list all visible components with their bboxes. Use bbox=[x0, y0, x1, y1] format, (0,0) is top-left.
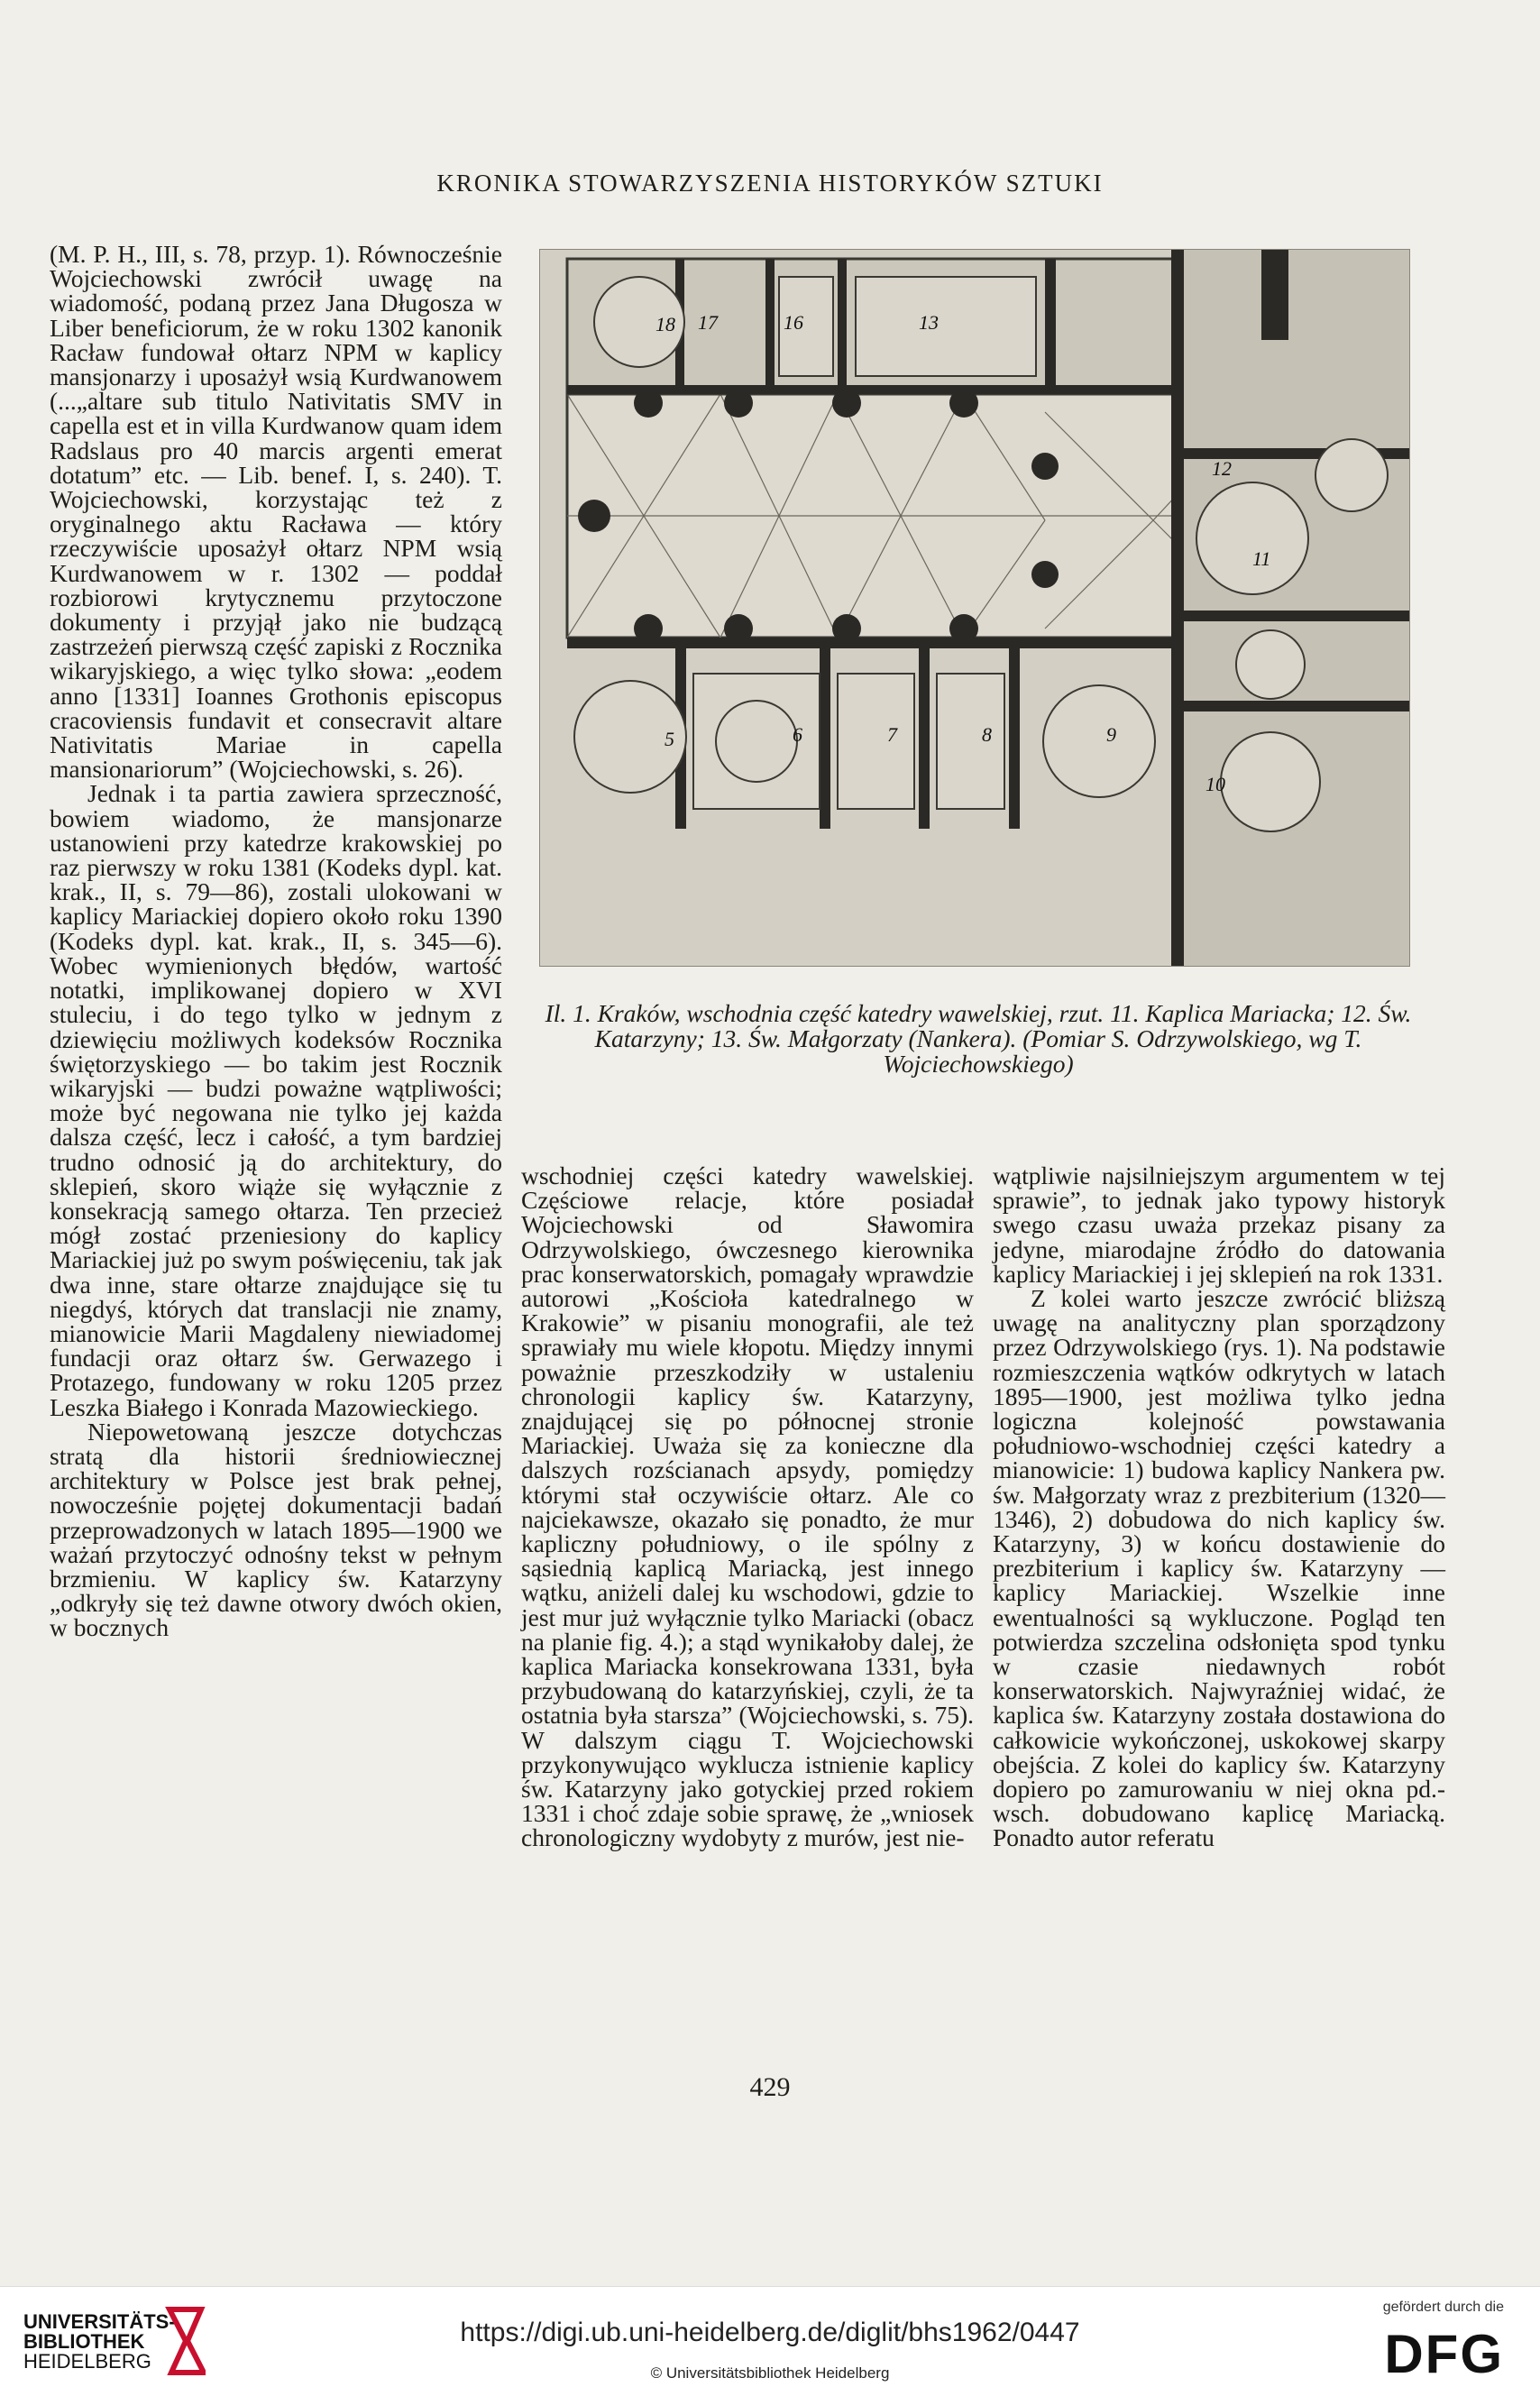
text-column-left bbox=[50, 242, 502, 1640]
room-label: 17 bbox=[698, 311, 718, 334]
permalink[interactable]: https://digi.ub.uni-heidelberg.de/diglit/bhs1962/0447 bbox=[460, 2318, 1080, 2347]
room-label: 11 bbox=[1252, 547, 1271, 570]
room-label: 13 bbox=[919, 311, 939, 334]
funding-note: gefördert durch die bbox=[1382, 2300, 1504, 2315]
dfg-logo[interactable]: DFG bbox=[1384, 2324, 1504, 2384]
library-city: HEIDELBERG bbox=[23, 2350, 151, 2373]
paragraph: (M. P. H., III, s. 78, przyp. 1). Równocześnie Wojciechowski zwrócił uwagę na wiadomość, podaną przez Jana Długosza w Liber beneficiorum, że w roku 1302 kanonik Racław fundował ołtarz NPM w kaplicy mansjonarzy i uposażył wsią Kurdwanowem (...„altare sub titulo Nativitatis SMV in capella est et in villa Kurdwanow quam idem Radslaus pro 40 marcis argenti emerat dotatum” etc. — Lib. benef. I, s. 240). T. Wojciechowski, korzystając też z oryginalnego aktu Racława — który rzeczywiście uposażył ołtarz NPM wsią Kurdwanowem w r. 1302 — poddał rozbiorowi krytycznemu przytoczone dokumenty i przyjął jako nie budzącą zastrzeżeń pierwszą część zapiski z Rocznika wikaryjskiego, a więc tylko słowa: „eodem anno [1331] Ioannes Grothonis episcopus cracoviensis fundavit et consecravit altare Nativitatis Mariae in capella mansionariorum” (Wojciechowski, s. 26). bbox=[50, 240, 502, 784]
room-label: 12 bbox=[1212, 457, 1232, 480]
paragraph: Niepowetowaną jeszcze dotychczas stratą dla historii średniowiecznej architektury w Polsce jest brak pełnej, nowocześnie pojętej dokumentacji badań przeprowadzonych w latach 1895—1900 we ważań przytoczyć odnośny tekst w pełnym brzmieniu. W kaplicy św. Katarzyny „odkryły się też dawne otwory dwóch okien, w bocznych bbox=[50, 1417, 502, 1642]
room-label: 6 bbox=[793, 723, 802, 746]
paragraph: Z kolei warto jeszcze zwrócić bliższą uwagę na analityczny plan sporządzony przez Odrzywolskiego (rys. 1). Na podstawie rozmieszczenia wątków odkrytych w latach 1895—1900, jest możliwa tylko jedna logiczna kolejność powstawania południowo-wschodniej części katedry a mianowicie: 1) budowa kaplicy Nankera pw. św. Małgorzaty wraz z prezbiterium (1320—1346), 2) dobudowa do nich kaplicy św. Katarzyny, 3) w końcu dostawienie do prezbiterium i kaplicy św. Katarzyny — kaplicy Mariackiej. Wszelkie inne ewentualności są wykluczone. Pogląd ten potwierdza szczelina odsłonięta spod tynku w czasie niedawnych robót konserwatorskich. Najwyraźniej widać, że kaplica św. Katarzyny została dostawiona do całkowicie wykończonej, uskokowej skarpy obejścia. Z kolei do kaplicy św. Katarzyny dopiero po zamurowaniu w niej okna pd.-wsch. dobudowano kaplicę Mariacką. Ponadto autor referatu bbox=[993, 1284, 1445, 1852]
viewer-footer bbox=[0, 2286, 1540, 2396]
text-column-right bbox=[993, 1163, 1445, 1850]
page-number: 429 bbox=[749, 2072, 791, 2102]
figure-caption: Il. 1. Kraków, wschodnia część katedry wawelskiej, rzut. 11. Kaplica Mariacka; 12. Św. Katarzyny; 13. Św. Małgorzaty (Nankera). (Pomiar S. Odrzywolskiego, wg T. Wojciechowskiego) bbox=[545, 999, 1412, 1078]
room-label: 18 bbox=[655, 313, 675, 335]
room-label: 8 bbox=[982, 723, 992, 746]
room-label: 7 bbox=[887, 723, 897, 746]
paragraph: wschodniej części katedry wawelskiej. Częściowe relacje, które posiadał Wojciechowski od Sławomira Odrzywolskiego, ówczesnego kierownika prac konserwatorskich, pomagały wprawdzie autorowi „Kościoła katedralnego w Krakowie” w pisaniu monografii, ale też sprawiały mu wiele kłopotu. Między innymi poważnie przeszkodziły w ustaleniu chronologii kaplicy św. Katarzyny, znajdującej się po północnej stronie Mariackiej. Uważa się za konieczne dla dalszych rozścianach apsydy, pomiędzy którymi stał oczywiście ołtarz. Ale co najciekawsze, okazało się ponadto, że mur kapliczny południowy, o ile spólny z sąsiednią kaplicą Mariacką, jest innego wątku, aniżeli dalej ku wschodowi, gdzie to jest mur już wyłącznie tylko Mariacki (obacz na planie fig. 4.); a stąd wynikałoby dalej, że kaplica Mariacka konsekrowana 1331, była przybudowaną do katarzyńskiej, czyli, że ta ostatnia była starsza” (Wojciechowski, s. 75). W dalszym ciągu T. Wojciechowski przykonywująco wyklucza istnienie kaplicy św. Katarzyny jako gotyckiej przed rokiem 1331 i choć zdaje sobie sprawę, że „wniosek chronologiczny wydobyty z murów, jest nie- bbox=[521, 1161, 974, 1852]
running-header: KRONIKA STOWARZYSZENIA HISTORYKÓW SZTUKI bbox=[436, 170, 1104, 197]
cathedral-floor-plan bbox=[540, 250, 1409, 966]
room-label: 16 bbox=[784, 311, 803, 334]
room-label: 5 bbox=[665, 728, 674, 750]
room-label: 10 bbox=[1205, 773, 1225, 795]
library-name: UNIVERSITÄTS- BIBLIOTHEK bbox=[23, 2310, 176, 2353]
copyright-notice: © Universitätsbibliothek Heidelberg bbox=[650, 2364, 890, 2382]
text-column-middle bbox=[521, 1163, 974, 1850]
paragraph: Jednak i ta partia zawiera sprzeczność, bowiem wiadomo, że mansjonarze ustanowieni przy katedrze krakowskiej po raz pierwszy w roku 1381 (Kodeks dypl. kat. krak., II, s. 79—86), zostali ulokowani w kaplicy Mariackiej dopiero około roku 1390 (Kodeks dypl. kat. krak., II, s. 345—6). Wobec wymienionych błędów, wartość notatki, implikowanej dopiero w XVI stuleciu, i do tego tylko w jednym z dziewięciu możliwych kodeksów Rocznika świętorzyskiego — bo takim jest Rocznik wikaryjski — budzi poważne wątpliwości; może być negowana nie tylko jej każda dalsza część, lecz i całość, a tym bardziej trudno odnosić ją do architektury, do sklepień, skoro wiąże się wyłącznie z konsekracją samego ołtarza. Ten przecież mógł zostać przeniesiony do kaplicy Mariackiej już po swym poświęceniu, tak jak dwa inne, stare ołtarze znajdujące się tu niegdyś, których dat translacji nie znamy, mianowicie Marii Magdaleny niewiadomej fundacji oraz ołtarz św. Gerwazego i Protazego, fundowany w roku 1205 przez Leszka Białego i Konrada Mazowieckiego. bbox=[50, 779, 502, 1421]
room-label: 9 bbox=[1106, 723, 1116, 746]
paragraph: wątpliwie najsilniejszym argumentem w tej sprawie”, to jednak jako typowy historyk swego czasu uważa przekaz pisany za jedyne, miarodajne źródło do datowania kaplicy Mariackiej i jej sklepień na rok 1331. bbox=[993, 1161, 1445, 1288]
floor-plan-figure bbox=[539, 249, 1410, 967]
